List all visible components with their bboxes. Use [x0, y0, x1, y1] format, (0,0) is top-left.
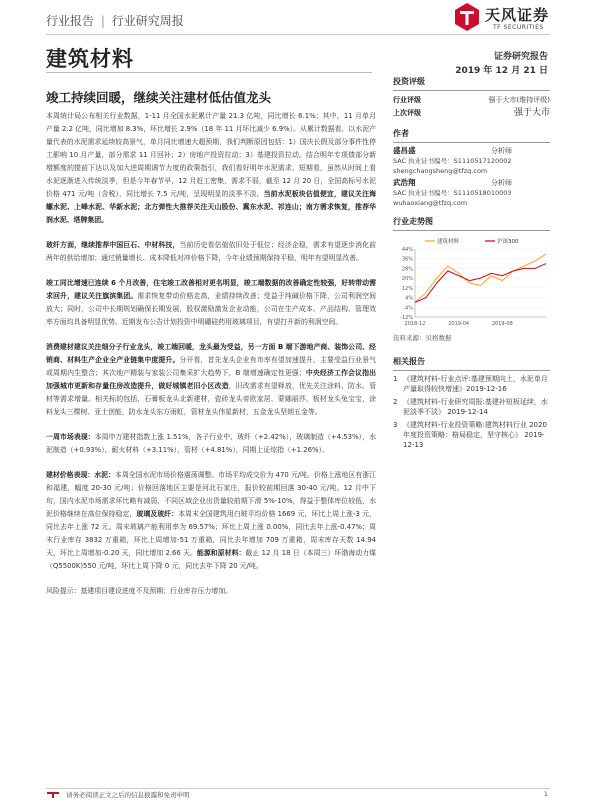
- category-separator: |: [100, 14, 105, 28]
- risk-warning: 风险提示：基建项目建设进度不及预期；行业库存压力增加。: [46, 587, 233, 595]
- trend-chart-svg: [393, 235, 550, 331]
- author-role: 分析师: [491, 179, 512, 187]
- report-category: [46, 12, 184, 29]
- y-tick-label: 20%: [401, 276, 413, 283]
- paragraph-highlight: 竣工同比增速已连续 6 个月改善，住宅竣工改善相对更名明显，竣工端数据的改善确定性较强，好转带动需求回升，建议关注旗滨集团。: [46, 279, 376, 300]
- y-tick-label: 36%: [401, 256, 413, 263]
- y-tick-label: -4%: [403, 305, 413, 312]
- paragraph-text: ，旧改需求有望释放，优先关注涂料、防水、管材等需求增量。相关标的包括，石膏板龙头北新建材，瓷砖龙头帝欧家居、蒙娜丽莎，板材龙头兔宝宝，涂料龙头三棵树、亚士创能，防水龙头东方雨虹，管材龙头伟星新材，五金龙头坚朗五金等。: [46, 382, 376, 416]
- paragraph-market-performance: [46, 431, 376, 457]
- y-tick-label: 12%: [401, 285, 413, 292]
- x-tick-label: 2019-04: [448, 321, 470, 327]
- logo-name-cn: 天风证券: [485, 6, 550, 24]
- paragraph-text: 本周申万建材指数上涨 1.51%，各子行业中，玻纤（+2.42%），玻璃制造（+4.53%），水泥制造（+0.93%），耐火材料（+3.11%），管材（+4.81%），同期上证综指（+1.26%）。: [46, 433, 376, 454]
- prev-rating-row: [393, 107, 550, 120]
- related-reports: [393, 374, 550, 450]
- author-name: 武浩翔: [393, 178, 416, 187]
- related-report-title[interactable]: 《建筑材料-行业点评:基建预期向上，水泥单月产量取得较快增速》2019-12-16: [403, 375, 548, 393]
- report-body: [46, 110, 376, 598]
- paragraph-highlight: 玻璃及玻纤：: [136, 510, 179, 518]
- related-report-title[interactable]: 《建筑材料-行业研究周报:基建补短板延续，水泥淡季不淡》 2019-12-14: [403, 398, 548, 416]
- paragraph-text: 需求恢复带动价格走高，业绩持续改善；受益于纯碱价格下降，公司利润空间放大；同时，公司中长期规划确保长期发展，股权激励激发企业动能，公司在生产成本、产品结构、管理效率方面均具备明显优势。近期发布公告计划投资中明硼硅药用玻璃项目，有望打开新的利润空间。: [46, 292, 376, 326]
- paragraph-consumer-materials: [46, 341, 376, 419]
- paragraph-highlight: 能源和原材料：: [196, 549, 246, 557]
- y-tick-label: 28%: [401, 266, 413, 273]
- legend-label-1: 建筑材料: [437, 239, 460, 245]
- prev-rating-value: 强于大市: [513, 108, 550, 118]
- related-report-number: 2: [393, 398, 398, 406]
- paragraph-text: 当前历史看估值依旧处于低位；经济企稳，需求有望逐步消化前两年的供给增加；通过销量增长、成本降低对冲价格下降，今年业绩预期保持平稳，明年有望明显改善。: [46, 241, 377, 262]
- paragraph-price-performance: [46, 469, 376, 573]
- related-report-number: 3: [393, 421, 398, 429]
- authors-heading: 作者: [393, 128, 550, 143]
- paragraph-glass-fiber: [46, 239, 376, 265]
- paragraph-text: 本周末全国建筑用白玻平均价格 1669 元，环比上周上涨-3 元，同比去年上涨 72 元。周末玻璃产能利用率为 69.57%；环比上周上涨 0.00%，同比去年上涨-0.47%；周末行业库存 3832 万重箱，环比上周增加-51 万重箱，同比去年增加 709 万重箱，周末库存天数 14.94 天，环比上周增加-0.20 天，同比增加 2.66 天。: [46, 510, 377, 557]
- paragraph-completion: [46, 277, 376, 329]
- related-report-item[interactable]: [393, 420, 550, 450]
- report-subtitle: 竣工持续回暖，继续关注建材低估值龙头: [46, 90, 272, 105]
- y-tick-label: -12%: [400, 315, 413, 321]
- author-cert: SAC 执业证书编号：S1110518010003: [393, 189, 512, 197]
- paragraph-cement: [46, 110, 376, 227]
- paragraph-highlight: 中央经济工作会议指出加强城市更新和存量住房改造提升，做好城镇老旧小区改造: [46, 369, 376, 390]
- header-divider: [46, 34, 550, 35]
- paragraph-highlight: 一周市场表现：: [46, 433, 95, 441]
- report-date: 2019 年 12 月 21 日: [455, 66, 548, 76]
- industry-rating-row: [393, 94, 550, 107]
- author-card: [393, 178, 550, 208]
- paragraph-text: 本周全国水泥市场价格震荡调整。市场平均成交价为 470 元/吨。价格上涨地区有浙江和福建，幅度 20-30 元/吨；价格回落地区主要是河北石家庄，报价较前期回落 30-40 元/吨。12 月中下旬，国内水泥市场需求环比略有减弱，不同区域企业出货量较前期下滑 5%-10%，得益于整体库位较低，水泥价格继续在高位保持稳定，: [46, 471, 376, 518]
- report-type: 证券研究报告: [493, 52, 548, 62]
- paragraph-highlight: 消费建材建议关注细分子行业龙头，竣工端回暖，龙头最为受益，另一方面 B 端下游地产商、装饰公司、经销商、材料生产企业全产业链集中度提升。: [46, 343, 376, 364]
- series-line-2: [415, 264, 546, 303]
- x-tick-label: 2019-08: [491, 321, 513, 327]
- paragraph-highlight: 当前水泥板块估值便宜，建议关注海螺水泥、上峰水泥、华新水泥；北方弹性大推荐关注天山股份、冀东水泥、祁连山；南方需求恢复，推荐华润水泥、塔牌集团。: [46, 190, 376, 224]
- title-divider: [46, 72, 372, 73]
- prev-rating-label: 上次评级: [393, 109, 421, 117]
- related-report-number: 1: [393, 375, 398, 383]
- trend-chart: [393, 235, 550, 331]
- trend-heading: 行业走势图: [393, 216, 550, 231]
- legend-label-2: 沪深300: [497, 239, 519, 245]
- page-title: 建筑材料: [46, 47, 134, 71]
- y-tick-label: 44%: [401, 247, 413, 253]
- paragraph-text: 截止 12 月 18 日（本周三）环渤海动力煤（Q5500K)550 元/吨，环比上周下降 0 元，同比去年下降 20 元/吨。: [46, 549, 377, 570]
- chart-source: 资料来源：贝格数据: [393, 334, 452, 342]
- category-industry-report: 行业报告: [46, 14, 95, 28]
- category-weekly-report: 行业研究周报: [111, 14, 184, 28]
- related-heading: 相关报告: [393, 356, 550, 371]
- footer-disclaimer: [46, 790, 190, 799]
- y-tick-label: 4%: [405, 295, 413, 302]
- tf-small-logo-icon: [46, 791, 60, 799]
- industry-rating-value: 强于大市(维持评级): [488, 96, 550, 104]
- author-email[interactable]: wuhaoxiang@tfzq.com: [393, 199, 468, 207]
- logo-name-en: TF SECURITIES: [493, 24, 544, 31]
- author-role: 分析师: [491, 147, 512, 155]
- company-logo: [453, 2, 563, 38]
- disclaimer-text: 请务必阅读正文之后的信息披露和免责申明: [66, 791, 190, 799]
- related-report-item[interactable]: [393, 374, 550, 394]
- industry-rating-label: 行业评级: [393, 96, 421, 104]
- author-email[interactable]: shengchangsheng@tfzq.com: [393, 167, 488, 175]
- footer-divider: [46, 788, 550, 789]
- author-cert: SAC 执业证书编号：S1110517120002: [393, 157, 512, 165]
- author-name: 盛昌盛: [393, 146, 416, 155]
- paragraph-highlight: 玻纤方面，继续推荐中国巨石、中材科技，: [46, 241, 180, 249]
- paragraph-highlight: 建材价格表现：水泥：: [46, 471, 115, 479]
- author-card: [393, 146, 550, 176]
- x-tick-label: 2018-12: [404, 321, 426, 327]
- rating-heading: 投资评级: [393, 76, 550, 91]
- page-number: 1: [543, 790, 548, 798]
- sidebar: [393, 76, 550, 453]
- paragraph-text: 本周统计局公布相关行业数据，1-11 月全国水泥累计产量 21.3 亿吨，同比增长 6.1%；其中，11 月单月产量 2.2 亿吨，同比增加 8.3%，环比增长 2.9%（18 年 11 月环比减少 6.9%）。从累计数据看，以水泥产量代表的水泥需求延续较高景气，单月同比增速大超预期，我们判断原因包括：1）国庆长假及部分事件性停工影响 10 月产量，部分需求 11 月回补；2）房地产投资拉动；3）基建投资拉动。结合明年专项债部分新增额度的提前下达以及加大逆周期调节力度的政策指引，我们看好明年水泥需求，短期看，虽然从时间上看水泥逐渐进入传统淡季，但是今年春节早，12 月赶工密集，需求不弱，截至 12 月 20 日，全国高标号水泥价格 471 元/吨（含税），同比增长 7.5 元/吨，呈现明显的淡季不淡，: [46, 112, 376, 198]
- related-report-title[interactable]: 《建筑材料-行业投资策略:建筑材料行业 2020 年度投资策略：格局稳定，坚守核心》 2019-12-13: [403, 421, 547, 449]
- related-report-item[interactable]: [393, 397, 550, 417]
- paragraph-text: 分开看，首先龙头企业有市率有望加速提升，主要受益行业景气或周期内生整合；其次地产精装与家装公司集采扩大趋势下，B 端增速确定性更强；: [46, 356, 377, 377]
- tf-logo-icon: [453, 2, 481, 32]
